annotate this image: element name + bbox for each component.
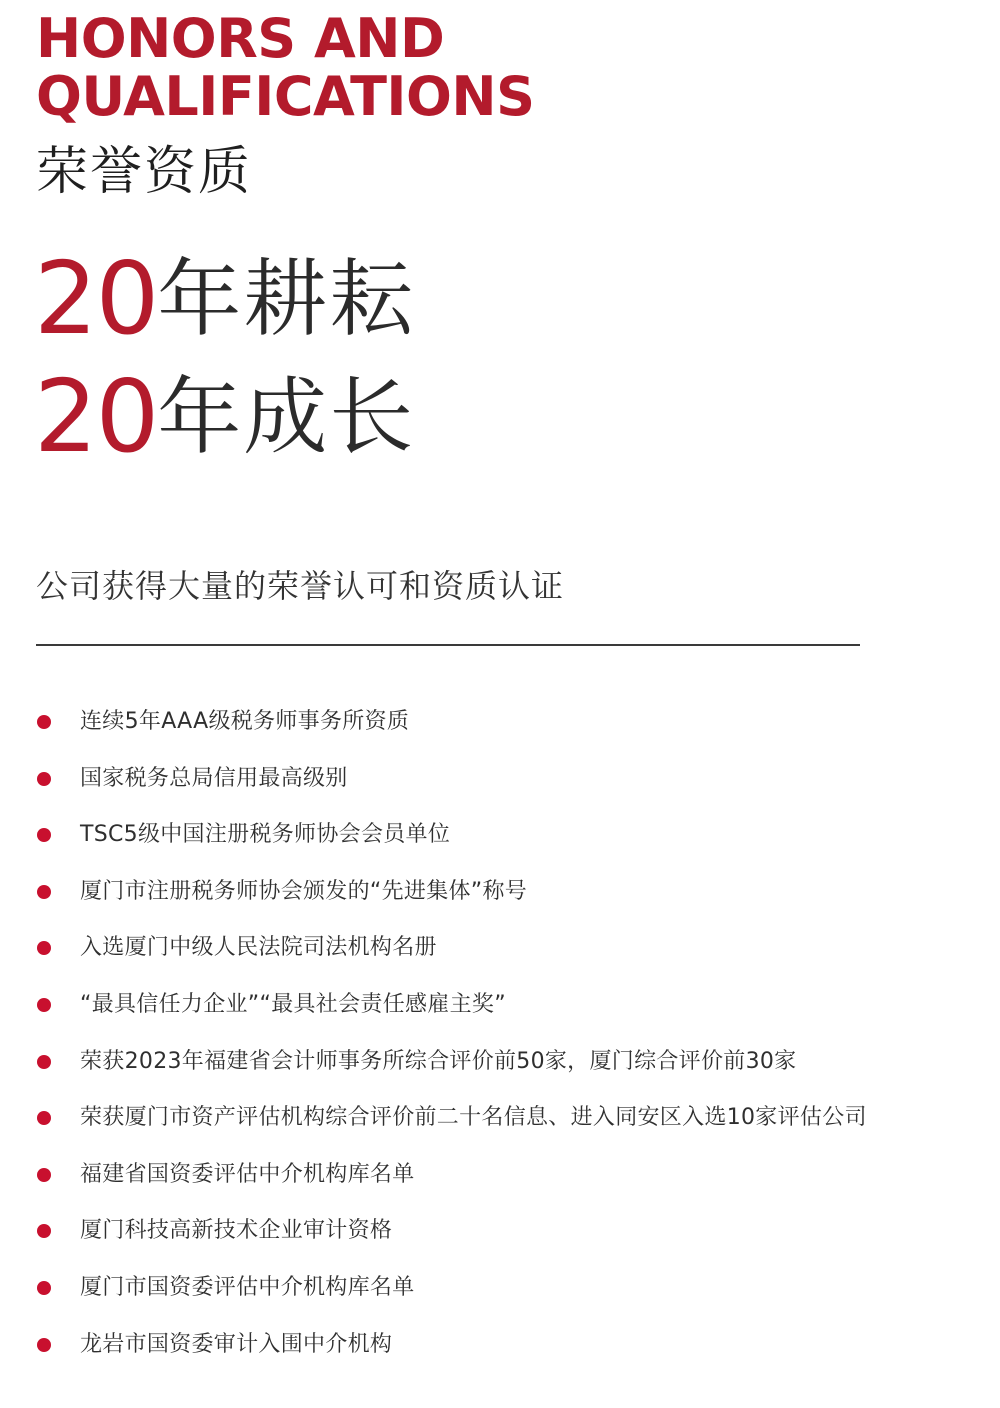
slogan-1-number: 20 xyxy=(34,240,158,357)
list-item xyxy=(0,864,1000,921)
honor-text: 厦门市注册税务师协会颁发的“先进集体”称号 xyxy=(80,878,528,904)
bullet-icon xyxy=(37,772,51,786)
list-item xyxy=(0,1317,1000,1374)
page-title-cn: 荣誉资质 xyxy=(36,142,253,202)
bullet-icon xyxy=(37,1111,51,1125)
list-item xyxy=(0,977,1000,1034)
bullet-icon xyxy=(37,885,51,899)
bullet-icon xyxy=(37,1281,51,1295)
bullet-icon xyxy=(37,1168,51,1182)
title-en-line-2: QUALIFICATIONS xyxy=(36,65,535,128)
bullet-icon xyxy=(37,1055,51,1069)
list-item xyxy=(0,1147,1000,1204)
honor-list xyxy=(0,694,1000,1373)
title-en-line-1: HONORS AND xyxy=(36,7,445,70)
subtitle: 公司获得大量的荣誉认可和资质认证 xyxy=(36,567,565,605)
bullet-icon xyxy=(37,715,51,729)
list-item xyxy=(0,1260,1000,1317)
list-item xyxy=(0,807,1000,864)
list-item xyxy=(0,694,1000,751)
honor-text: TSC5级中国注册税务师协会会员单位 xyxy=(80,822,451,848)
bullet-icon xyxy=(37,941,51,955)
slogan-line-1 xyxy=(34,240,416,357)
honor-text: “最具信任力企业”“最具社会责任感雇主奖” xyxy=(80,991,506,1017)
divider xyxy=(36,644,860,646)
honor-text: 入选厦门中级人民法院司法机构名册 xyxy=(80,935,437,961)
slogan-line-2 xyxy=(34,358,416,475)
honor-text: 厦门市国资委评估中介机构库名单 xyxy=(80,1274,415,1300)
list-item xyxy=(0,1203,1000,1260)
list-item xyxy=(0,751,1000,808)
bullet-icon xyxy=(37,828,51,842)
bullet-icon xyxy=(37,1224,51,1238)
honor-text: 荣获2023年福建省会计师事务所综合评价前50家，厦门综合评价前30家 xyxy=(80,1048,797,1074)
honor-text: 国家税务总局信用最高级别 xyxy=(80,765,348,791)
page-title-en xyxy=(36,7,535,128)
slogan-2-text: 年成长 xyxy=(157,368,416,466)
honor-text: 连续5年AAA级税务师事务所资质 xyxy=(80,709,410,734)
honor-text: 龙岩市国资委审计入围中介机构 xyxy=(80,1331,393,1357)
bullet-icon xyxy=(37,998,51,1012)
list-item xyxy=(0,920,1000,977)
honor-text: 福建省国资委评估中介机构库名单 xyxy=(80,1161,415,1187)
bullet-icon xyxy=(37,1338,51,1352)
slogan-2-number: 20 xyxy=(34,358,158,475)
honor-text: 荣获厦门市资产评估机构综合评价前二十名信息、进入同安区入选10家评估公司 xyxy=(80,1105,867,1131)
list-item xyxy=(0,1090,1000,1147)
slogan-1-text: 年耕耘 xyxy=(157,250,416,348)
honor-text: 厦门科技高新技术企业审计资格 xyxy=(80,1218,393,1244)
list-item xyxy=(0,1034,1000,1091)
